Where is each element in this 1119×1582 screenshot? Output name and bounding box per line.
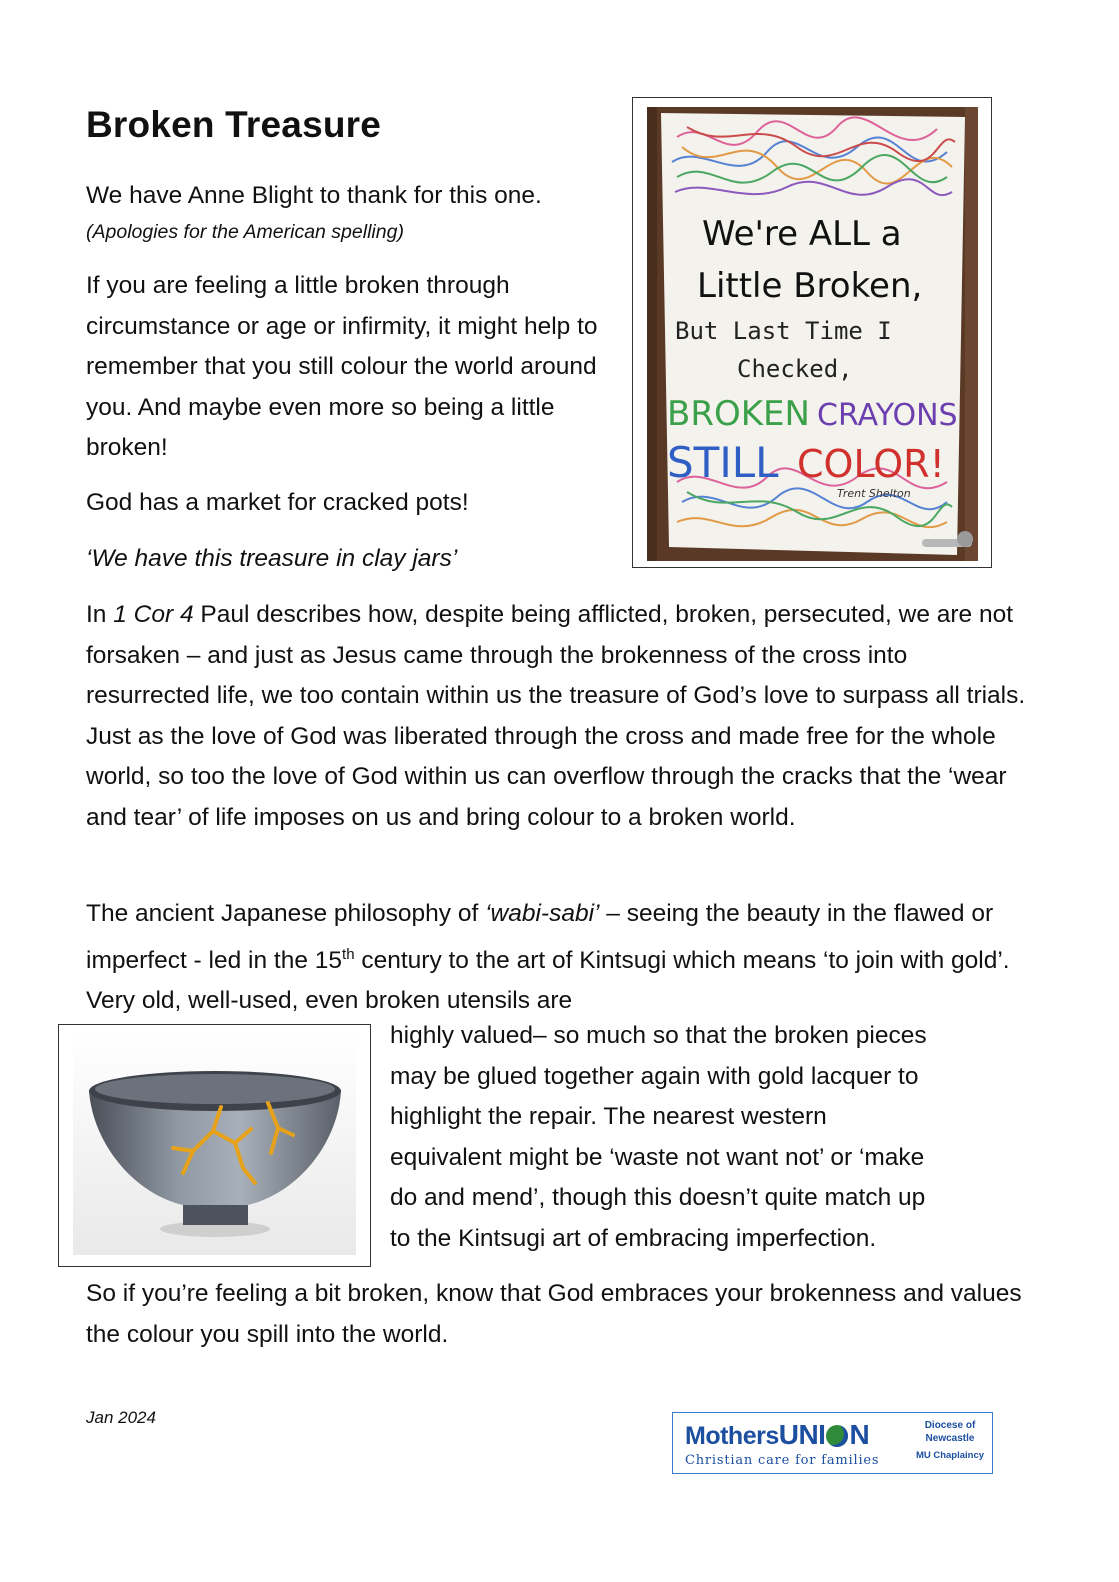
wrap-line: to the Kintsugi art of embracing imperfection. [390,1224,877,1252]
sign-line-5a: BROKEN [667,394,810,434]
logo-diocese-block [910,1419,990,1462]
sign-line-6a: STILL [667,438,779,487]
wrap-line: do and mend’, though this doesn’t quite match up [390,1184,926,1211]
intro-line: We have Anne Blight to thank for this one. [86,182,542,209]
scripture-reference: 1 Cor 4 [113,601,194,628]
paragraph-wabi-sabi [86,894,1036,1022]
apology-note: (Apologies for the American spelling) [86,220,404,243]
date-label: Jan 2024 [86,1408,156,1427]
logo-diocese-line-2: Newcastle [925,1433,975,1444]
wrap-line: may be glued together again with gold lacquer to [390,1062,919,1090]
mothers-union-logo [672,1412,993,1474]
paragraph-kintsugi-wrap [390,1016,1030,1259]
sign-line-5b: CRAYONS [817,398,958,433]
globe-icon [826,1425,848,1447]
sign-line-3: But Last Time I [675,317,892,345]
logo-diocese-line-1: Diocese of [924,1420,976,1431]
p5-text-b: – seeing the beauty in the flawed or imperfect - led in the 15 [86,900,994,974]
crayon-sign-image [647,107,978,561]
sign-signature: Trent Shelton [837,487,911,500]
wrap-line: highlight the repair. The nearest western [390,1103,827,1130]
logo-tagline: Christian care for families [685,1453,880,1468]
sign-line-6b: COLOR! [797,442,945,486]
paragraph-1-cor-4 [86,595,1036,838]
p4-prefix: In [86,601,114,628]
sign-line-1: We're ALL a [702,214,902,254]
wabi-sabi-term: ‘wabi-sabi’ [485,900,600,927]
logo-mothers-text: Mothers [685,1422,779,1450]
logo-wordmark [685,1419,869,1451]
logo-union-text-b: N [849,1419,870,1450]
wrap-line: equivalent might be ‘waste not want not’ or ‘make [390,1143,925,1171]
superscript-th: th [342,945,355,963]
wrap-line: highly valued– so much so that the broken pieces [390,1022,927,1049]
p5-text-c: century to the art of Kintsugi which means ‘to join with gold’. Very old, well-used, even broken utensils are [86,946,1010,1015]
p5-text-a: The ancient Japanese philosophy of [86,900,486,927]
sign-line-2: Little Broken, [697,266,923,306]
quote-clay-jars: ‘We have this treasure in clay jars’ [86,545,458,572]
paragraph-feeling-broken: If you are feeling a little broken through circumstance or age or infirmity, it might help to remember that you still colour the world around you. And maybe even more so being a little broken! [86,272,598,461]
page-title: Broken Treasure [86,104,382,145]
intro-paragraph [86,176,621,247]
kintsugi-bowl-photo [58,1024,371,1267]
paragraph-closing: So if you’re feeling a bit broken, know that God embraces your brokenness and values the colour you spill into the world. [86,1280,1022,1348]
crayon-sign-photo [632,97,992,568]
paragraph-cracked-pots: God has a market for cracked pots! [86,489,469,516]
kintsugi-bowl-image [73,1033,356,1255]
p4-text: Paul describes how, despite being afflicted, broken, persecuted, we are not forsaken – and just as Jesus came through the brokenness of the cross into resurrected life, we too contain within us the treasure of God’s love to surpass all trials. Just as the love of God was liberated through the cross and made free for the whole world, so too the love of God within us can overflow through the cracks that the ‘wear and tear’ of life imposes on us and bring colour to a broken world. [86,601,1026,831]
logo-union-text-a: UNI [778,1419,826,1450]
sign-line-4: Checked, [737,355,853,383]
logo-chaplaincy: MU Chaplaincy [915,1450,985,1461]
